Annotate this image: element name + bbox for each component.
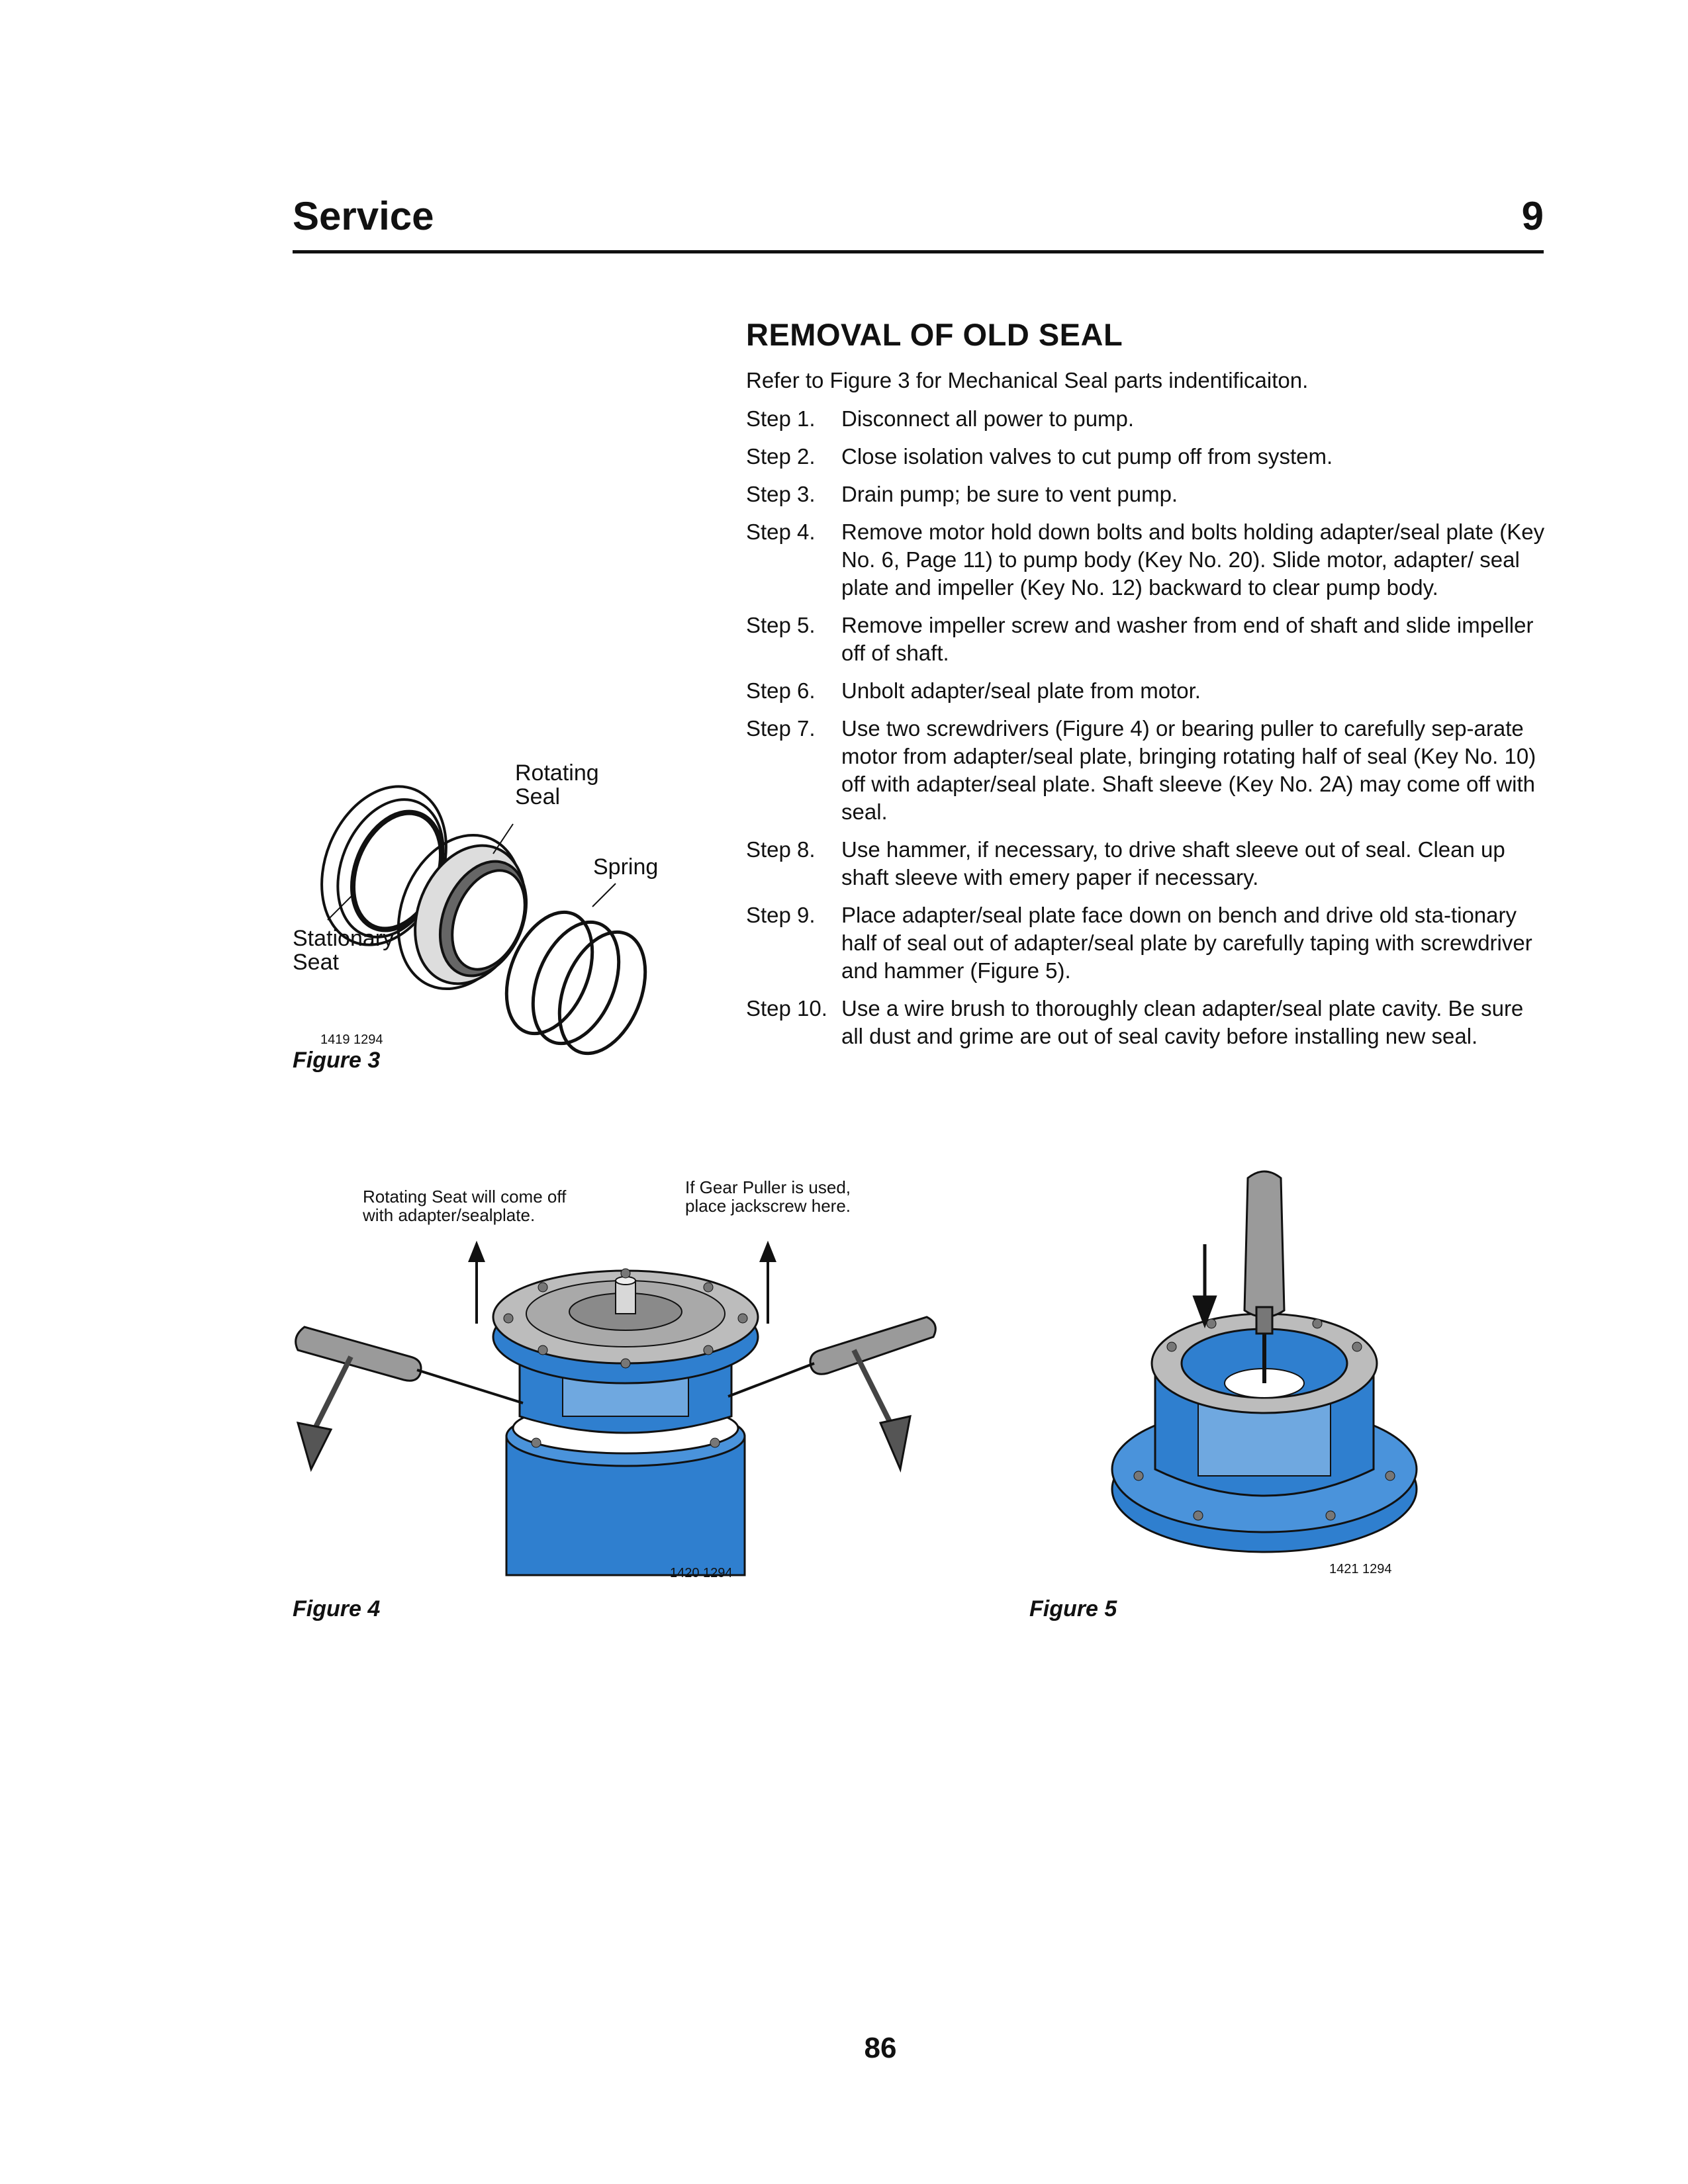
label-stationary-seat bbox=[293, 927, 394, 974]
step-text: Close isolation valves to cut pump off from system. bbox=[841, 444, 1333, 469]
step-number: Step 6. bbox=[746, 678, 816, 703]
step-text: Drain pump; be sure to vent pump. bbox=[841, 482, 1178, 506]
step-item bbox=[746, 443, 1547, 471]
figure-4-caption: Figure 4 bbox=[293, 1596, 381, 1621]
step-number: Step 9. bbox=[746, 903, 816, 927]
header-title: Service bbox=[293, 194, 434, 238]
section-intro: Refer to Figure 3 for Mechanical Seal parts indentificaiton. bbox=[746, 368, 1309, 392]
step-item bbox=[746, 995, 1547, 1050]
step-item bbox=[746, 612, 1547, 667]
step-text: Remove impeller screw and washer from end of shaft and slide impeller off of shaft. bbox=[841, 613, 1534, 665]
label-spring: Spring bbox=[593, 854, 659, 880]
figure-3-seal-illustration bbox=[291, 754, 688, 1059]
figure-4-illustration bbox=[285, 1218, 947, 1588]
figure-4-code: 1420 1294 bbox=[670, 1566, 733, 1580]
label-rotating-line2: Seal bbox=[515, 784, 561, 809]
step-number: Step 2. bbox=[746, 444, 816, 469]
page-number: 86 bbox=[864, 2032, 897, 2064]
step-number: Step 7. bbox=[746, 716, 816, 741]
step-item bbox=[746, 405, 1547, 433]
figure-3-caption: Figure 3 bbox=[293, 1048, 381, 1073]
step-text: Use a wire brush to thoroughly clean adapter/seal plate cavity. Be sure all dust and grime are out of seal cavity before installing new seal. bbox=[841, 996, 1524, 1048]
step-number: Step 5. bbox=[746, 613, 816, 637]
figure-5-illustration bbox=[1099, 1165, 1430, 1575]
note-left-line2: with adapter/sealplate. bbox=[363, 1205, 536, 1225]
figure-5-code: 1421 1294 bbox=[1329, 1562, 1392, 1576]
step-text: Use hammer, if necessary, to drive shaft sleeve out of seal. Clean up shaft sleeve with emery paper if necessary. bbox=[841, 837, 1505, 889]
step-number: Step 4. bbox=[746, 520, 816, 544]
figure-5-caption: Figure 5 bbox=[1029, 1596, 1117, 1621]
step-item bbox=[746, 836, 1547, 891]
step-text: Place adapter/seal plate face down on bench and drive old sta-tionary half of seal out of adapter/seal plate by carefully taping with screwdriver and hammer (Figure 5). bbox=[841, 903, 1532, 983]
label-rotating-seal bbox=[515, 761, 599, 809]
label-stationary-line2: Seat bbox=[293, 950, 339, 975]
step-text: Unbolt adapter/seal plate from motor. bbox=[841, 678, 1201, 703]
step-number: Step 8. bbox=[746, 837, 816, 862]
step-number: Step 1. bbox=[746, 406, 816, 431]
label-stationary-line1: Stationary bbox=[293, 926, 395, 951]
chapter-number: 9 bbox=[1521, 194, 1544, 238]
note-left-line1: Rotating Seat will come off bbox=[363, 1187, 567, 1206]
step-item bbox=[746, 518, 1547, 602]
step-number: Step 3. bbox=[746, 482, 816, 506]
step-item bbox=[746, 901, 1547, 985]
removal-section bbox=[746, 316, 1547, 1060]
label-rotating-line1: Rotating bbox=[515, 760, 599, 786]
step-item bbox=[746, 677, 1547, 705]
section-heading: REMOVAL OF OLD SEAL bbox=[746, 317, 1123, 352]
figure-3-code: 1419 1294 bbox=[320, 1032, 383, 1047]
step-text: Disconnect all power to pump. bbox=[841, 406, 1135, 431]
step-text: Remove motor hold down bolts and bolts holding adapter/seal plate (Key No. 6, Page 11) to pump body (Key No. 20). Slide motor, adapter/ seal plate and impeller (Key No. 12) backward to clear pump body. bbox=[841, 520, 1545, 600]
step-item bbox=[746, 715, 1547, 826]
note-right-line2: place jackscrew here. bbox=[685, 1196, 851, 1216]
step-number: Step 10. bbox=[746, 996, 827, 1021]
page-header bbox=[293, 191, 1544, 253]
note-right-line1: If Gear Puller is used, bbox=[685, 1177, 851, 1197]
step-text: Use two screwdrivers (Figure 4) or bearing puller to carefully sep-arate motor from adapter/seal plate, bringing rotating half of seal (Key No. 10) off with adapter/seal plate. Shaft sleeve (Key No. 2A) may come off with seal. bbox=[841, 716, 1536, 824]
step-item bbox=[746, 480, 1547, 508]
figure-4-note-right bbox=[685, 1178, 851, 1215]
